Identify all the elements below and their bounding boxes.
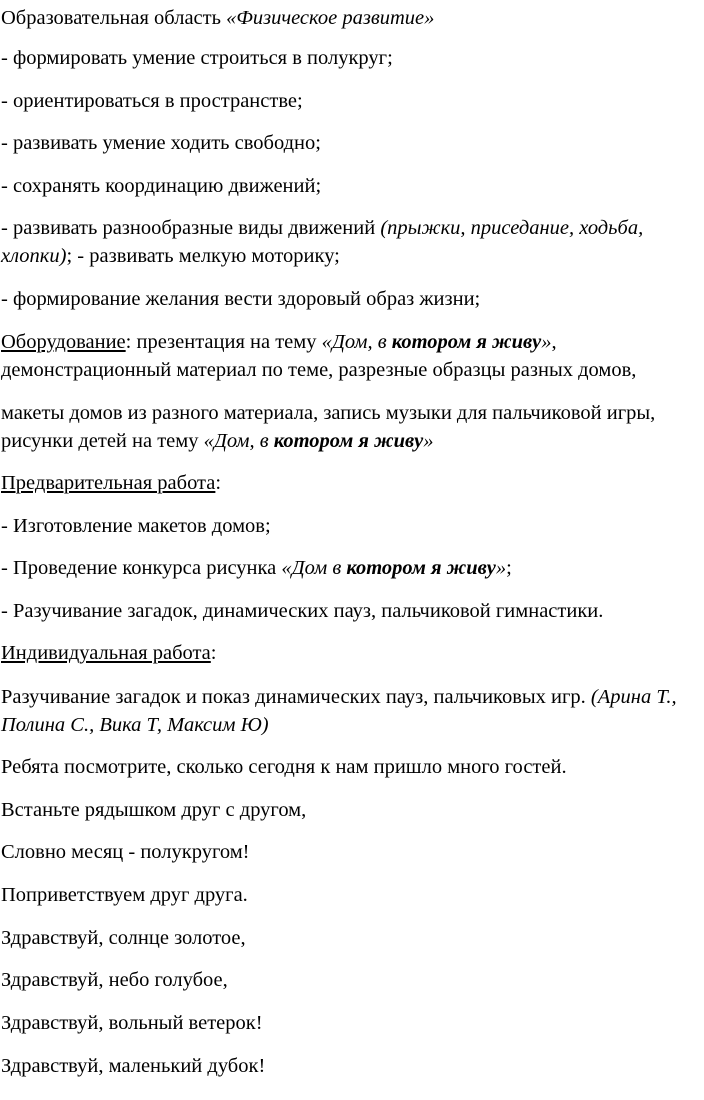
goal-item: - развивать умение ходить свободно; [1, 132, 321, 154]
individual-colon: : [210, 642, 217, 664]
equipment-line-3: макеты домов из разного материала, запись музыки для пальчиковой игры, [1, 402, 656, 424]
equipment-line-1 [1, 328, 701, 356]
goal-varied-line-1 [1, 214, 701, 242]
poem-line: Словно месяц - полукругом! [1, 841, 250, 863]
prep-item: - Разучивание загадок, динамических пауз, пальчиковой гимнастики. [1, 600, 604, 622]
goal-item: - формировать умение строиться в полукруг; [1, 47, 393, 69]
goal-item: - сохранять координацию движений; [1, 175, 322, 197]
equipment-title-italic-2: «Дом, в [203, 430, 274, 452]
prep-item-contest [1, 554, 701, 582]
individual-line-2 [1, 711, 701, 739]
prep-item-bold: котором я живу [346, 557, 496, 579]
educational-area-line [1, 4, 701, 32]
goal-varied-text: - развивать разнообразные виды движений [1, 217, 381, 239]
prep-item: - Изготовление макетов домов; [1, 515, 271, 537]
goal-health: - формирование желания вести здоровый образ жизни; [1, 288, 481, 310]
prep-item-italic: «Дом в [281, 557, 347, 579]
area-label: Образовательная область [1, 7, 227, 29]
poem-line: Поприветствуем друг друга. [1, 884, 248, 906]
equipment-comma: , [551, 331, 557, 353]
equipment-line-4 [1, 427, 701, 455]
area-value: «Физическое развитие» [226, 7, 435, 29]
poem-line: Встаньте рядышком друг с другом, [1, 799, 307, 821]
individual-label: Индивидуальная работа [1, 642, 211, 664]
individual-names-2: Полина С., Вика Т, Максим Ю) [1, 714, 269, 736]
equipment-label: Оборудование [1, 331, 126, 353]
individual-line-1 [1, 683, 701, 711]
poem-line: Здравствуй, небо голубое, [1, 969, 228, 991]
poem-line: Здравствуй, солнце золотое, [1, 927, 246, 949]
equipment-line-2: демонстрационный материал по теме, разрезные образцы разных домов, [1, 359, 637, 381]
prep-item-italic-end: » [495, 557, 507, 579]
poem-line: Ребята посмотрите, сколько сегодня к нам пришло много гостей. [1, 756, 567, 778]
prep-colon: : [215, 472, 222, 494]
individual-names-1: (Арина Т., [590, 686, 677, 708]
equipment-colon: : [125, 331, 137, 353]
goal-varied-italic-2: хлопки) [1, 245, 67, 267]
equipment-text: презентация на тему [136, 331, 322, 353]
prep-heading [1, 469, 701, 497]
poem-line: Здравствуй, вольный ветерок! [1, 1012, 263, 1034]
equipment-title-italic: «Дом, в [321, 331, 392, 353]
goal-varied-rest: ; - развивать мелкую моторику; [66, 245, 340, 267]
equipment-text-4: рисунки детей на тему [1, 430, 204, 452]
equipment-title-end-2: » [423, 430, 434, 452]
individual-heading [1, 639, 701, 667]
equipment-title-bold-2: котором я живу [273, 430, 424, 452]
prep-item-text: - Проведение конкурса рисунка [1, 557, 282, 579]
individual-text: Разучивание загадок и показ динамических пауз, пальчиковых игр. [1, 686, 591, 708]
goal-varied-line-2 [1, 242, 701, 270]
equipment-title-end: » [541, 331, 552, 353]
poem-line: Здравствуй, маленький дубок! [1, 1055, 266, 1077]
equipment-title-bold: котором я живу [391, 331, 542, 353]
prep-label: Предварительная работа [1, 472, 216, 494]
goal-item: - ориентироваться в пространстве; [1, 90, 303, 112]
goal-varied-italic-1: (прыжки, приседание, ходьба, [380, 217, 644, 239]
prep-item-end: ; [506, 557, 512, 579]
